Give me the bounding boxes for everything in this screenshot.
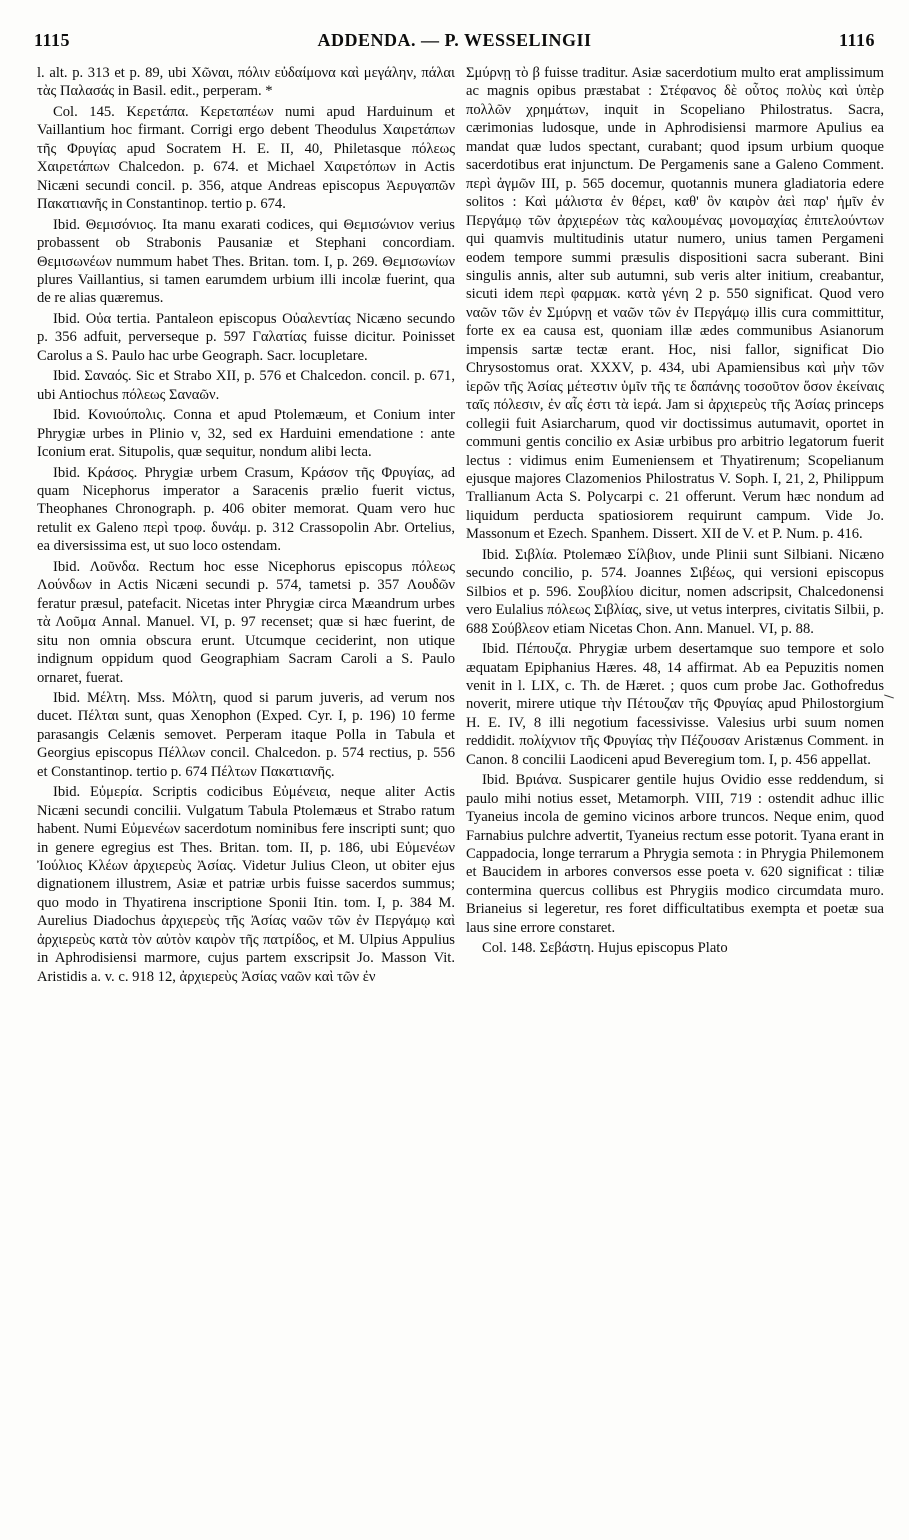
right-column — [466, 64, 884, 1526]
paragraph: Ibid. Πέπουζα. Phrygiæ urbem desertamque suo tempore et solo æquatam Epiphanius Hæres. 48, 14 affirmat. Ab ea Pepuzitis nomen venit in l. LIX, c. Th. de Hæret. ; quos cum probe Jac. Gothofredus noverit, mirere utique τὴν Πέτουζαν τῆς Φρυγίας apud Philostorgium H. E. IV, 8 illi negotium facessivisse. Valesius urbi suum nomen reddidit. πολίχνιον τῆς Φρυγίας τὴν Πέζουσαν Aristænus Comment. in Canon. 8 concilii Laodiceni apud Beveregium tom. I, p. 456 appellat. — [466, 641, 884, 768]
running-title: ADDENDA. — P. WESSELINGII — [317, 30, 592, 50]
paragraph: Ibid. Εὐμερία. Scriptis codicibus Εὐμένεια, neque aliter Actis Nicæni secundi concilii. Vulgatum Tabula Ptolemæus et Strabo ratum habent. Numi Εὐμενέων sacerdotum nominibus fere inscripti sunt; quo in genere egregius est Thes. Britan. tom. II, p. 186, ubi Εὐμενέων Ἰούλιος Κλέων ἀρχιερεὺς Ἀσίας. Videtur Julius Cleon, ut obiter ejus dignationem illustrem, Asiæ et patriæ urbis fuisse sacerdos summus; quo modo in Thyatirena inscriptione Sponii Itin. tom. I, p. 384 M. Aurelius Diadochus ἀρχιερεὺς τῆς Ἀσίας ναῶν τῶν ἐν Περγάμῳ καὶ ἀρχιερεὺς κατὰ τὸν αὐτὸν καιρὸν τῆς πατρίδος, et M. Ulpius Appulius in Aphrodisiensi marmore, cujus partem exscripsit Jo. Masson Vit. Aristidis a. v. c. 918 12, ἀρχιερεὺς Ἀσίας ναῶν καὶ τῶν ἐν — [37, 784, 455, 985]
paragraph: Ibid. Σαναός. Sic et Strabo XII, p. 576 et Chalcedon. concil. p. 671, ubi Antiochus πόλεως Σαναῶν. — [37, 368, 455, 403]
left-column — [37, 64, 455, 1526]
margin-mark — [884, 694, 894, 698]
paragraph: Col. 145. Κερετάπα. Κερεταπέων numi apud Harduinum et Vaillantium hoc firmant. Corrigi ergo debent Theodulus Χαιρετάπων τῆς Φρυγίας apud Socratem H. E. II, 40, Philetasque πόλεως Χαιρετάπων Chalcedon. p. 674. et Michael Χαιρετόπων in Actis Nicæni secundi concil. p. 356, atque Andreas episcopus Ἀερυγαπῶν Πακατιανῆς in Constantinop. tertio p. 674. — [37, 103, 455, 213]
paragraph: Ibid. Κονιούπολις. Conna et apud Ptolemæum, et Conium inter Phrygiæ urbes in Plinio v, 32, sed ex Harduini emendatione : ante Iconium erat. Situpolis, quæ sequitur, nondum alibi lecta. — [37, 407, 455, 461]
page-number-left: 1115 — [34, 30, 71, 50]
paragraph: Ibid. Θεμισόνιος. Ita manu exarati codices, qui Θεμισώνιον verius probassent ob Strabonis Pausaniæ et Stephani concordiam. Θεμισωνέων nummum habet Thes. Britan. tom. I, p. 269. Θεμισωνίων plures Vaillantius, si tamen earumdem urbium illi incolæ fuerint, qua de re alias quæremus. — [37, 216, 455, 307]
paragraph: l. alt. p. 313 et p. 89, ubi Χῶναι, πόλιν εὐδαίμονα καὶ μεγάλην, πάλαι τὰς Παλασάς in Basil. edit., perperam. * — [37, 65, 455, 100]
page-number-right: 1116 — [838, 30, 875, 50]
paragraph: Ibid. Οὐα tertia. Pantaleon episcopus Οὐαλεντίας Nicæno secundo p. 356 adfuit, perverseque p. 597 Γαλατίας fuisse dicitur. Poinisset Carolus a S. Paulo hac urbe Geograph. Sacr. locupletare. — [37, 310, 455, 364]
paragraph: Col. 148. Σεβάστη. Hujus episcopus Plato — [482, 940, 728, 957]
paragraph: Ibid. Κράσος. Phrygiæ urbem Crasum, Κράσον τῆς Φρυγίας, ad quam Nicephorus imperator a Saracenis prælio fuerit victus, Theophanes Chronograph. p. 406 obiter memorat. Quam vero huc retulit ex Galeno περὶ τροφ. δυνάμ. p. 312 Crassopolin Abr. Ortelius, ea diversissima est, ut suo loco ostendam. — [37, 464, 455, 555]
page-header — [30, 30, 879, 56]
paragraph: Ibid. Λοῦνδα. Rectum hoc esse Nicephorus episcopus πόλεως Λούνδων in Actis Nicæni secundi p. 574, tametsi p. 357 Λουδῶν feratur præsul, patefacit. Nicetas inter Phrygiæ circa Mæandrum urbes τὰ Λοῦμα Annal. Manuel. VI, p. 97 recenset; quæ si hæc fuerint, de situ non omnia obscura erunt. Utcumque ceciderint, non utique indignum oppidum quod Geographiam Sacram Caroli a S. Paulo ornaret, fuerat. — [37, 558, 455, 686]
paragraph: Σμύρνῃ τὸ β fuisse traditur. Asiæ sacerdotium multo erat amplissimum ac magnis opibus præstabat : Στέφανος δὲ οὗτος πολὺς καὶ ὑπὲρ πολλῶν χρημάτων, inquit in Scopeliano Philostratus. Sacra, cærimonias ludosque, unde in Aphrodisiensi marmore Apulius ea mandat quæ ludos spectant, curabant; quod ipsum urbium quoque sacerdotibus erat injunctum. De Pergamenis sane a Galeno Comment. περὶ ἀγμῶν III, p. 565 docemur, quotannis munera gladiatoria edere solitos : Καὶ μάλιστα ἐν θέρει, καθ' ὃν καιρὸν ἀεὶ παρ' ἡμῖν ἐν Περγάμῳ τῶν ἀρχιερέων τὰς καλουμένας μονομαχίας ἐπιτελούντων qui quamvis multitudinis utatur numero, unius tamen Pergameni eodem tempore summi præsulis dispositioni sacra suberant. Bini singulis annis, alter sub autumni, sub veris alter initium, creabantur, sicuti idem περὶ φαρμακ. κατὰ γένη 2 p. 550 significat. Quod vero ναῶν τῶν ἐν Σμύρνῃ et ναῶν τῶν ἐν Περγάμῳ illis cura committitur, forte ex ea causa est, quoniam illæ ædes communibus Asianorum impensis sartæ tectæ erant. Hoc, nisi fallor, significat Dio Chrysostomus orat. XXXV, p. 434, ubi Apamiensibus καὶ μὴν τῶν ἱερῶν τῆς Ἀσίας μέτεστιν ὑμῖν τῆς τε δαπάνης τοσοῦτον ὅσον ἐκείναις ταῖς πόλεσιν, ἐν αἷς ἐστι τὰ ἱερά. Jam si ἀρχιερεὺς τῆς Ἀσίας princeps collegii fuit Asiarcharum, quod vir doctissimus autumavit, oportet in communi gentis concilio ex Asiæ urbibus pro arbitrio legatorum fuerit lectus : vidimus enim Eumeniensem et Thyatirenum; Scopelianum ejusque majores Clazomenios Philostratus V. Soph. I, 21, 2, Philippum Trallianum Acta S. Polycarpi c. 21 offerunt. Verum hæc nondum ad liquidum perducta spatiosiorem requirunt campum. Vide Jo. Massonum et Ezech. Spanhem. Dissert. XII de V. et P. Num. p. 416. — [466, 65, 884, 543]
paragraph: Ibid. Σιβλία. Ptolemæo Σίλβιον, unde Plinii sunt Silbiani. Nicæno secundo concilio, p. 574. Joannes Σιβέως, qui versioni episcopus Silbios et p. 596. Σουβλίου dicitur, nomen adscripsit, Chalcedonensi vero Eulalius πόλεως Σιβλίας, sive, ut vetus interpres, civitatis Silbii, p. 688 Σούβλεον etiam Nicetas Chon. Ann. Manuel. VI, p. 88. — [466, 546, 884, 637]
paragraph: Ibid. Μέλτη. Mss. Μόλτη, quod si parum juveris, ad verum nos ducet. Πέλται sunt, quas Xenophon (Exped. Cyr. I, p. 196) 10 ferme parasangis Celænis semovet. Perperam itaque Polla in Tabula et Georgius episcopus Πέλλων concil. Chalcedon. p. 574 rectius, p. 556 et Constantinop. tertio p. 674 Πέλτων Πακατιανῆς. — [37, 689, 455, 780]
paragraph: Ibid. Βριάνα. Suspicarer gentile hujus Ovidio esse reddendum, si paulo mihi notius esset, Metamorph. VIII, 719 : ostendit adhuc illic Tyaneius incola de gemino vicinos arbore truncos. Neque enim, quod Farnabius pulchre advertit, Tyaneius rectum esse potorit. Tyana erant in Cappadocia, longe terrarum a Phrygia semota : in Phrygia Philemonem et Baucidem in arbores conversos esse poeta v. 620 significat : tiliæ contermina quercus collibus est Phrygiis modico circumdata muro. Brianeius si legeretur, res foret difficultatibus exempta et poetæ sua laus sine errore constaret. — [466, 772, 884, 936]
